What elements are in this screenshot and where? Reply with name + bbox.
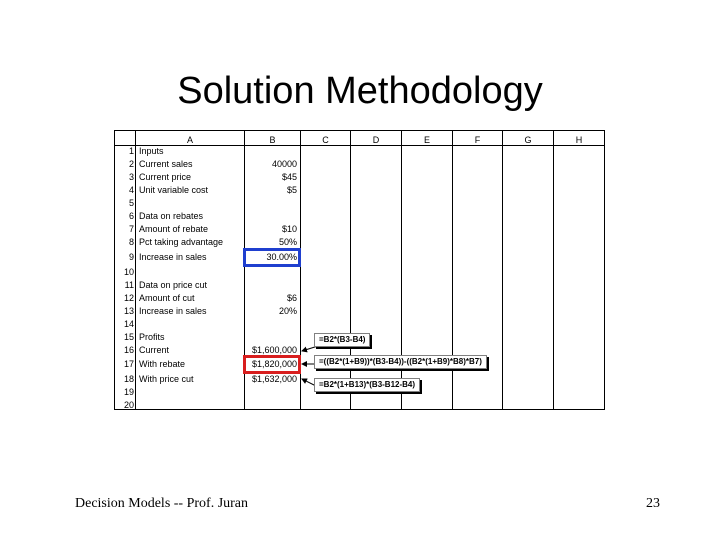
cell-a9[interactable]: Increase in sales — [139, 252, 207, 262]
cell-a13[interactable]: Increase in sales — [139, 306, 207, 316]
row-header[interactable]: 17 — [123, 359, 134, 369]
row-header[interactable]: 14 — [123, 319, 134, 329]
row-header[interactable]: 5 — [128, 198, 134, 208]
cell-b17[interactable]: $1,820,000 — [251, 359, 297, 369]
formula-callout-current: =B2*(B3-B4) — [314, 333, 370, 347]
row-header[interactable]: 2 — [128, 159, 134, 169]
cell-a15[interactable]: Profits — [139, 332, 165, 342]
cell-a8[interactable]: Pct taking advantage — [139, 237, 224, 247]
cell-b13[interactable]: 20% — [278, 306, 297, 316]
column-header-a[interactable]: A — [186, 135, 193, 145]
cell-b4[interactable]: $5 — [286, 185, 297, 195]
column-header-g[interactable]: G — [524, 135, 532, 145]
cell-b12[interactable]: $6 — [286, 293, 297, 303]
cell-a3[interactable]: Current price — [139, 172, 192, 182]
page-number: 23 — [646, 496, 660, 511]
cell-a4[interactable]: Unit variable cost — [139, 185, 209, 195]
cell-b7[interactable]: $10 — [281, 224, 297, 234]
cell-a12[interactable]: Amount of cut — [139, 293, 195, 303]
cell-a6[interactable]: Data on rebates — [139, 211, 204, 221]
row-header[interactable]: 15 — [123, 332, 134, 342]
row-header[interactable]: 12 — [123, 293, 134, 303]
cell-b18[interactable]: $1,632,000 — [251, 374, 297, 384]
row-header[interactable]: 1 — [128, 146, 134, 156]
cell-b2[interactable]: 40000 — [271, 159, 297, 169]
row-header[interactable]: 6 — [128, 211, 134, 221]
column-header-f[interactable]: F — [474, 135, 481, 145]
cell-a2[interactable]: Current sales — [139, 159, 193, 169]
cell-b3[interactable]: $45 — [281, 172, 297, 182]
formula-callout-rebate: =((B2*(1+B9))*(B3-B4))-((B2*(1+B9)*B8)*B7) — [314, 355, 487, 369]
row-header[interactable]: 4 — [128, 185, 134, 195]
row-header[interactable]: 7 — [128, 224, 134, 234]
cell-a16[interactable]: Current — [139, 345, 170, 355]
cell-a18[interactable]: With price cut — [139, 374, 194, 384]
column-header-c[interactable]: C — [322, 135, 329, 145]
column-header-d[interactable]: D — [372, 135, 380, 145]
row-header[interactable]: 16 — [123, 345, 134, 355]
slide-title: Solution Methodology — [177, 70, 543, 112]
cell-a1[interactable]: Inputs — [139, 146, 164, 156]
cell-a17[interactable]: With rebate — [139, 359, 186, 369]
cell-b16[interactable]: $1,600,000 — [251, 345, 297, 355]
row-header[interactable]: 13 — [123, 306, 134, 316]
cell-a11[interactable]: Data on price cut — [139, 280, 208, 290]
footer-course-label: Decision Models -- Prof. Juran — [75, 496, 249, 511]
cell-b9[interactable]: 30.00% — [266, 252, 297, 262]
row-header[interactable]: 8 — [128, 237, 134, 247]
column-header-e[interactable]: E — [423, 135, 430, 145]
row-header[interactable]: 9 — [128, 252, 134, 262]
column-header-b[interactable]: B — [269, 135, 276, 145]
column-header-h[interactable]: H — [575, 135, 583, 145]
row-header[interactable]: 3 — [128, 172, 134, 182]
row-header[interactable]: 18 — [123, 374, 134, 384]
row-header[interactable]: 11 — [124, 280, 134, 290]
row-header[interactable]: 20 — [123, 400, 134, 410]
row-header[interactable]: 19 — [123, 387, 134, 397]
cell-a7[interactable]: Amount of rebate — [139, 224, 209, 234]
formula-callout-price-cut: =B2*(1+B13)*(B3-B12-B4) — [314, 378, 420, 392]
cell-b8[interactable]: 50% — [278, 237, 297, 247]
row-header[interactable]: 10 — [123, 267, 134, 277]
